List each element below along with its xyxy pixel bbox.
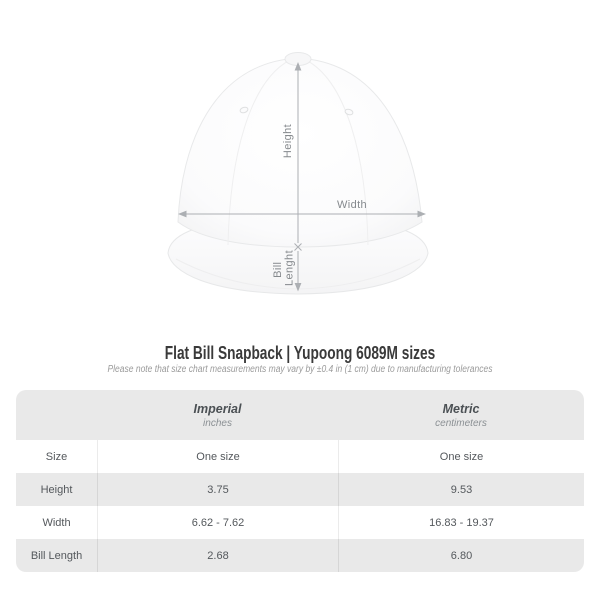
- table-row: [16, 539, 584, 572]
- bill-length-label-line2: Lenght: [283, 249, 296, 287]
- metric-value: 6.80: [338, 539, 584, 572]
- tolerance-note: Please note that size chart measurements may vary by ±0.4 in (1 cm) due to manufacturing tolerances: [107, 364, 493, 375]
- height-label: Height: [282, 123, 294, 159]
- column-header-imperial: [97, 390, 338, 440]
- row-label: Size: [45, 450, 68, 463]
- metric-value: One size: [338, 440, 584, 473]
- table-row: [16, 473, 584, 506]
- unit-label: inches: [203, 417, 232, 429]
- table-row: [16, 440, 584, 473]
- bill-length-label-line1: Bill: [272, 261, 284, 278]
- table-header: [16, 390, 584, 440]
- page-title: Flat Bill Snapback | Yupoong 6089M sizes: [164, 343, 436, 363]
- row-label: Height: [40, 483, 73, 496]
- unit-system-label: Imperial: [193, 401, 242, 416]
- size-chart-table: [16, 390, 584, 572]
- metric-value: 9.53: [338, 473, 584, 506]
- row-label: Bill Length: [30, 549, 83, 562]
- hat-crown: [178, 58, 422, 247]
- imperial-value: One size: [97, 440, 338, 473]
- imperial-value: 3.75: [97, 473, 338, 506]
- column-header-metric: [338, 390, 584, 440]
- table-header-spacer: [16, 390, 97, 440]
- unit-system-label: Metric: [442, 401, 480, 416]
- unit-label: centimeters: [435, 417, 487, 429]
- imperial-value: 2.68: [97, 539, 338, 572]
- imperial-value: 6.62 - 7.62: [97, 506, 338, 539]
- table-row: [16, 506, 584, 539]
- row-label: Width: [42, 516, 71, 529]
- width-label: Width: [336, 199, 368, 211]
- metric-value: 16.83 - 19.37: [338, 506, 584, 539]
